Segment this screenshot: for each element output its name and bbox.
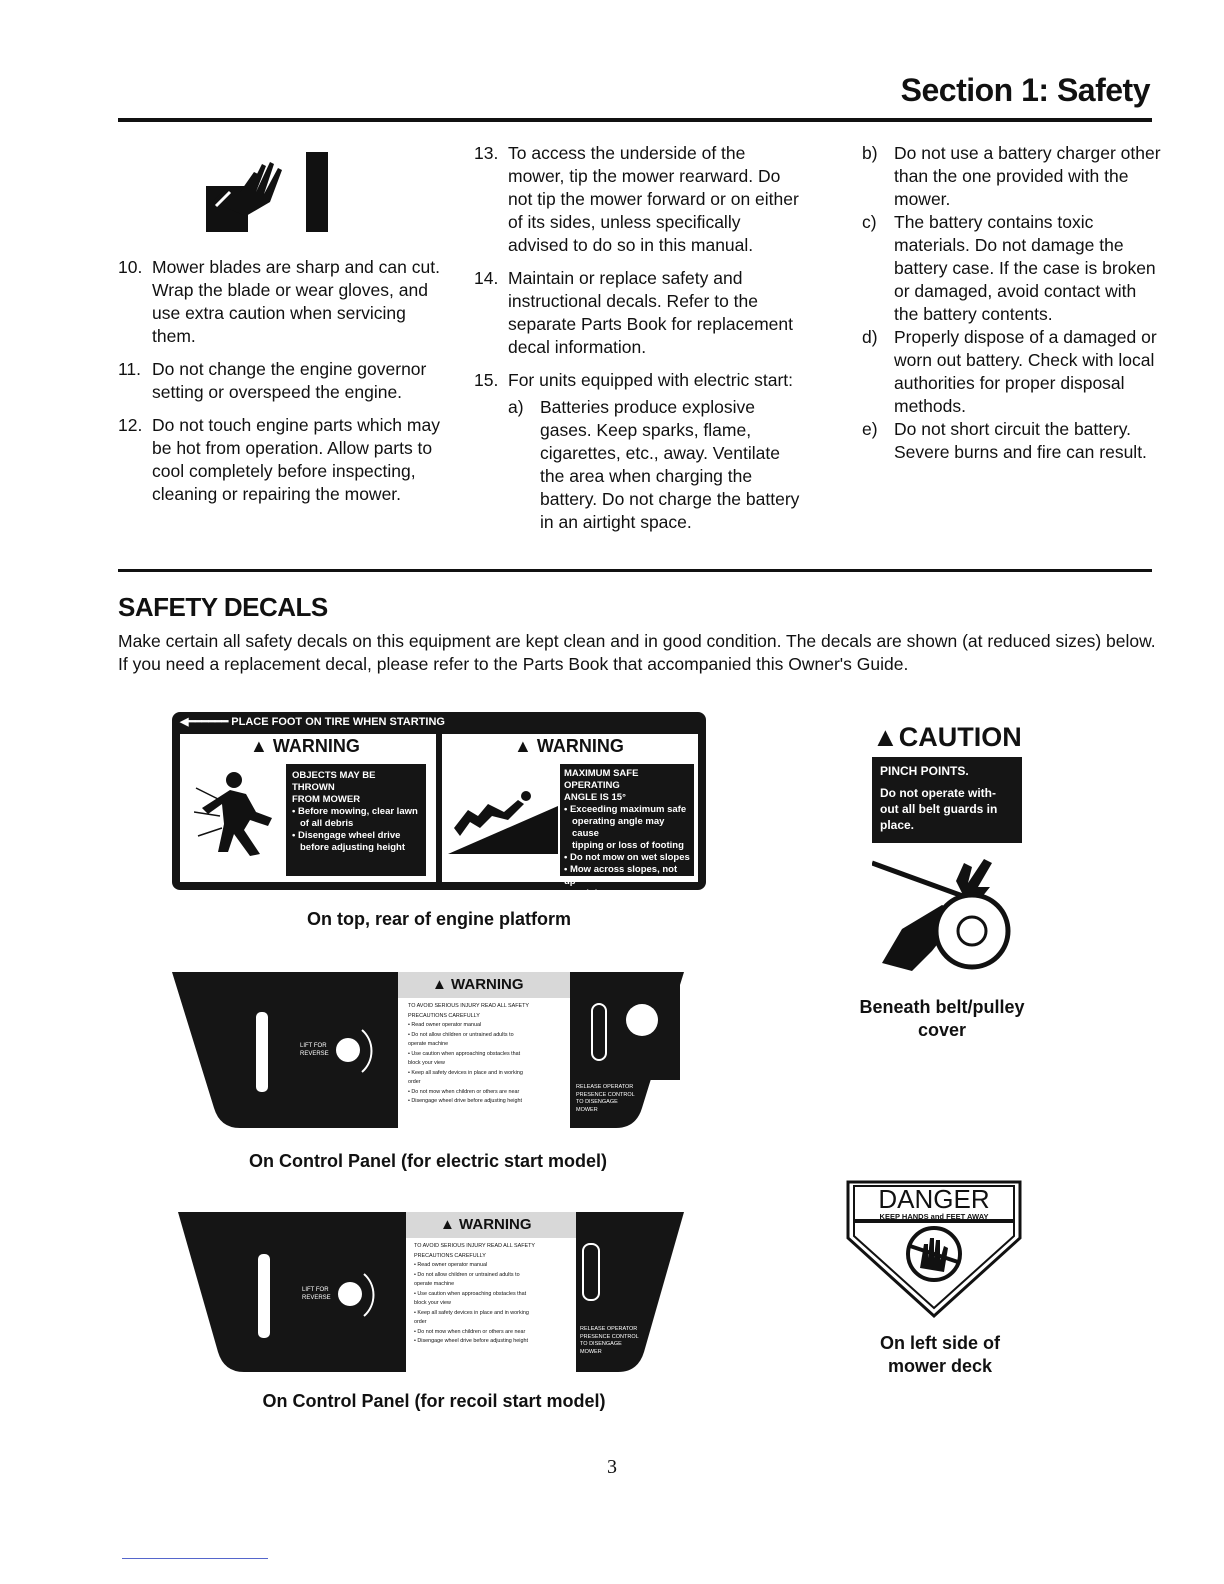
danger-title: DANGER xyxy=(878,1184,990,1214)
decal-danger xyxy=(846,1180,1022,1320)
caution-text-box: PINCH POINTS. Do not operate with- out all belt guards in place. xyxy=(872,757,1022,843)
caution-title: ▲CAUTION xyxy=(872,722,1022,752)
list-item: 13. To access the underside of the mower, tip the mower rearward. Do not tip the mower forward or on either of its sides, unless specifically advised to do so in this manual. xyxy=(474,143,799,255)
sub-list-item: d) Properly dispose of a damaged or worn out battery. Check with local authorities for proper disposal methods. xyxy=(862,327,1157,416)
warning-triangle-icon: ▲ xyxy=(432,976,447,993)
safety-decals-heading: SAFETY DECALS xyxy=(118,592,328,622)
danger-subtitle: KEEP HANDS and FEET AWAY xyxy=(879,1212,989,1221)
warning-text-left: OBJECTS MAY BE THROWN FROM MOWER • Before mowing, clear lawn of all debris • Disengage wheel drive before adjusting height xyxy=(286,764,426,876)
decal-control-panel-electric xyxy=(172,972,684,1128)
sub-list-item: c) The battery contains toxic materials. Do not damage the battery case. If the case is broken or damaged, avoid contact with the battery contents. xyxy=(862,212,1156,324)
list-item: 14. Maintain or replace safety and instructional decals. Refer to the separate Parts Book for replacement decal information. xyxy=(474,268,794,357)
caption-control-panel-electric: On Control Panel (for electric start model) xyxy=(248,1151,608,1171)
decal-banner: ◀━━━━━━ PLACE FOOT ON TIRE WHEN STARTING xyxy=(180,716,445,728)
lift-for-reverse-label: LIFT FOR REVERSE xyxy=(300,1043,329,1057)
warning-triangle-icon: ▲ xyxy=(250,736,268,756)
page-number: 3 xyxy=(607,1456,617,1478)
caption-control-panel-recoil: On Control Panel (for recoil start model) xyxy=(262,1391,606,1411)
list-item: 11. Do not change the engine governor setting or overspeed the engine. xyxy=(118,359,427,402)
caption-belt-pulley: Beneath belt/pulley cover xyxy=(859,997,1025,1040)
warning-triangle-icon: ▲ xyxy=(440,1216,455,1233)
caption-mower-deck: On left side of mower deck xyxy=(879,1333,1000,1376)
warning-title: ▲ WARNING xyxy=(432,976,524,993)
list-item: 10. Mower blades are sharp and can cut. Wrap the blade or wear gloves, and use extra caution when servicing them. xyxy=(118,257,440,346)
middle-column xyxy=(474,142,804,534)
section-title: Section 1: Safety xyxy=(900,72,1150,108)
left-column xyxy=(118,256,448,516)
middle-rule xyxy=(118,569,1152,572)
decal-control-panel-recoil xyxy=(178,1212,684,1372)
slope-tip-icon xyxy=(448,786,558,861)
thrown-object-icon xyxy=(194,768,284,863)
pinch-point-icon xyxy=(872,853,1028,978)
warning-panel-left xyxy=(180,734,436,882)
hand-cut-icon xyxy=(206,152,328,237)
panel-warning-lines: TO AVOID SERIOUS INJURY READ ALL SAFETY PRECAUTIONS CAREFULLY • Read owner operator manual • Do not allow children or untrained adults to operate machine • Use caution when approaching obstacles that block your view • Keep all safety devices in place and in working order • Do not mow when children or others are near • Disengage wheel drive before adjusting height xyxy=(414,1243,536,1344)
sub-list-item: b) Do not use a battery charger other than the one provided with the mower. xyxy=(862,143,1161,209)
decal-engine-platform xyxy=(172,712,706,899)
panel-warning-lines: TO AVOID SERIOUS INJURY READ ALL SAFETY PRECAUTIONS CAREFULLY • Read owner operator manual • Do not allow children or untrained adults to operate machine • Use caution when approaching obstacles that block your view • Keep all safety devices in place and in working order • Do not mow when children or others are near • Disengage wheel drive before adjusting height xyxy=(408,1003,530,1104)
lift-for-reverse-label: LIFT FOR REVERSE xyxy=(302,1287,331,1301)
right-column xyxy=(862,142,1162,464)
release-operator-label: RELEASE OPERATOR PRESENCE CONTROL TO DISENGAGE MOWER xyxy=(576,1084,635,1113)
list-item: 12. Do not touch engine parts which may be hot from operation. Allow parts to cool completely before inspecting, cleaning or repairing the mower. xyxy=(118,415,440,504)
sub-list-item: e) Do not short circuit the battery. Severe burns and fire can result. xyxy=(862,419,1147,462)
warning-triangle-icon: ▲ xyxy=(872,722,899,752)
footer-rule xyxy=(122,1558,268,1559)
decal-caution xyxy=(872,722,1028,978)
list-item: 15. For units equipped with electric start: xyxy=(474,370,793,390)
warning-text-right: MAXIMUM SAFE OPERATING ANGLE IS 15° • Exceeding maximum safe operating angle may cause tipping or loss of footing • Do not mow on wet slopes • Mow across slopes, not up and down xyxy=(560,764,694,876)
arrow-left-icon: ◀━━━━━━ xyxy=(180,716,229,728)
top-rule xyxy=(118,118,1152,122)
warning-title: ▲ WARNING xyxy=(440,1216,532,1233)
warning-panel-right xyxy=(442,734,698,899)
warning-title: ▲ WARNING xyxy=(514,736,624,756)
caption-engine-platform: On top, rear of engine platform xyxy=(306,909,571,929)
release-operator-label: RELEASE OPERATOR PRESENCE CONTROL TO DISENGAGE MOWER xyxy=(580,1326,639,1355)
sub-list-item: a) Batteries produce explosive gases. Keep sparks, flame, cigarettes, etc., away. Ventilate the area when charging the battery. Do not charge the battery in an airtight space. xyxy=(508,397,800,532)
warning-triangle-icon: ▲ xyxy=(514,736,532,756)
safety-decals-intro: Make certain all safety decals on this equipment are kept clean and in good condition. The decals are shown (at reduced sizes) below. If you need a replacement decal, please refer to the Parts Book that accompanied this Owner's Guide. xyxy=(118,631,1156,674)
warning-title: ▲ WARNING xyxy=(250,736,360,756)
